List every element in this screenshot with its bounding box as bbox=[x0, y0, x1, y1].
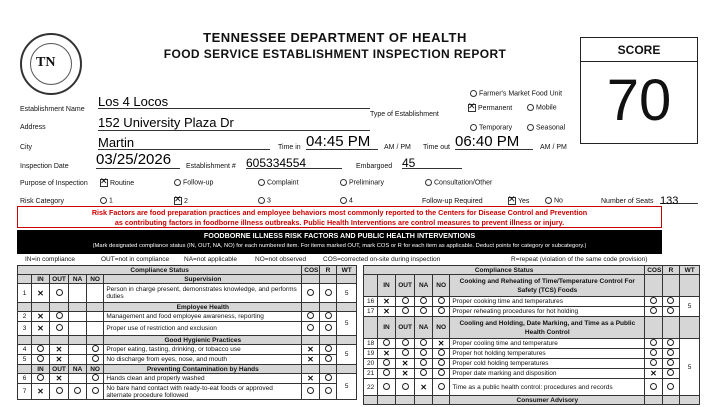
type-label: Type of Establishment bbox=[370, 111, 439, 118]
option-seasonal[interactable]: Seasonal bbox=[527, 124, 565, 131]
interventions-header: FOODBORNE ILLNESS RISK FACTORS AND PUBLIC HEALTH INTERVENTIONS (Mark designated compliance status (IN, OUT, NA, NO) for each numbered item. For items marked OUT, mark COS or R for each item as applicable. Deduct points for category or subcategory.) bbox=[17, 230, 662, 254]
inspection-date-field[interactable]: 03/25/2026 bbox=[96, 151, 180, 169]
table-row: 1 ✕ Person in charge present, demonstrates knowledge, and performs duties 5 bbox=[18, 284, 357, 303]
left-compliance-table: Compliance Status COS R WT IN OUT NA NO Supervision 1 ✕ Person in charge present, demonstrates knowledge, and performs duties 5 Employee Health 2 ✕ Management and food employee awareness, reporting 5 3 ✕ Proper use of restriction and exclusion Good Hygienic Practices 4 ✕ Proper eating, tasting, drinking, or tobacco use ✕ 5 5 ✕ No discharge from eyes, nose, and mouth ✕ IN OUT NA NO Preventing Contamination by Hands 6 ✕ Hands clean and properly washed ✕ 5 7 ✕ No bare hand contact with ready-to-eat foods or approved alternate procedure followed bbox=[17, 265, 357, 400]
followup-yes[interactable]: ✕ Yes bbox=[508, 197, 529, 205]
city-label: City bbox=[20, 144, 33, 151]
time-out-label: Time out bbox=[423, 144, 450, 151]
risk-factors-banner: Risk Factors are food preparation practices and employee behaviors most commonly reported to the Centers for Disease Control and Prevention as contributing factors in foodborne illness outbreaks. Public Health Interventions are control measures to prevent illness or injury. bbox=[17, 206, 662, 228]
establishment-name-label: Establishment Name bbox=[20, 106, 85, 113]
purpose-follow-up[interactable]: Follow-up bbox=[174, 179, 213, 186]
risk-option-1[interactable]: 1 bbox=[100, 197, 113, 204]
purpose-label: Purpose of Inspection bbox=[20, 180, 88, 187]
address-field[interactable]: 152 University Plaza Dr bbox=[98, 114, 370, 131]
option-farmers-market[interactable]: Farmer's Market Food Unit bbox=[470, 90, 562, 97]
table-row: 21 ✕ Proper date marking and disposition ✕ bbox=[364, 369, 700, 379]
table-row: 19 ✕ Proper hot holding temperatures bbox=[364, 349, 700, 359]
time-out-ampm: AM / PM bbox=[540, 144, 567, 151]
purpose-consultation[interactable]: Consultation/Other bbox=[425, 179, 492, 186]
right-compliance-table: Compliance Status COS R WT IN OUT NA NO Cooking and Reheating of Time/Temperature Control For Safety (TCS) Foods 16 ✕ Proper cooking time and temperatures 5 17 ✕ Proper reheating procedures for hot holding IN OUT NA NO Cooling and Holding, Date Marking, and Time as a Public Health Control 18 ✕ Proper cooling time and temperature 5 19 ✕ Proper hot holding temperatures 20 ✕ Proper cold holding temperatures 21 ✕ Proper date marking and disposition ✕ 22 ✕ Time as a public health control: procedures and records Consumer Advisory bbox=[363, 265, 700, 405]
table-row: 22 ✕ Time as a public health control: procedures and records bbox=[364, 379, 700, 396]
option-mobile[interactable]: Mobile bbox=[527, 104, 557, 111]
purpose-preliminary[interactable]: Preliminary bbox=[340, 179, 384, 186]
table-row: 3 ✕ Proper use of restriction and exclusion bbox=[18, 322, 357, 336]
risk-option-3[interactable]: 3 bbox=[258, 197, 271, 204]
purpose-routine[interactable]: ✕ Routine bbox=[100, 179, 134, 187]
option-temporary[interactable]: Temporary bbox=[470, 124, 512, 131]
city-field[interactable]: Martin bbox=[98, 134, 270, 150]
status-legend: IN=in compliance OUT=not in compliance NA=not applicable NO=not observed COS=corrected on-site during inspection R=repeat (violation of the same code provision) bbox=[25, 256, 648, 263]
table-row: 7 ✕ No bare hand contact with ready-to-eat foods or approved alternate procedure followed bbox=[18, 384, 357, 400]
followup-no[interactable]: No bbox=[545, 197, 563, 204]
table-row: 4 ✕ Proper eating, tasting, drinking, or tobacco use ✕ 5 bbox=[18, 345, 357, 355]
seats-label: Number of Seats bbox=[601, 198, 654, 205]
establishment-num-label: Establishment # bbox=[186, 163, 236, 170]
table-row: 5 ✕ No discharge from eyes, nose, and mouth ✕ bbox=[18, 355, 357, 365]
risk-category-label: Risk Category bbox=[20, 198, 64, 205]
table-row: 16 ✕ Proper cooking time and temperatures 5 bbox=[364, 297, 700, 307]
table-row: 6 ✕ Hands clean and properly washed ✕ 5 bbox=[18, 374, 357, 384]
establishment-num-field[interactable]: 605334554 bbox=[246, 154, 342, 169]
establishment-name-field[interactable]: Los 4 Locos bbox=[98, 93, 370, 109]
purpose-complaint[interactable]: Complaint bbox=[258, 179, 299, 186]
table-row: 17 ✕ Proper reheating procedures for hot holding bbox=[364, 307, 700, 317]
score-box bbox=[580, 37, 698, 144]
table-row: 18 ✕ Proper cooling time and temperature 5 bbox=[364, 339, 700, 349]
report-subtitle: FOOD SERVICE ESTABLISHMENT INSPECTION REPORT bbox=[163, 47, 507, 61]
time-in-field[interactable]: 04:45 PM bbox=[306, 133, 378, 150]
risk-option-4[interactable]: 4 bbox=[340, 197, 353, 204]
time-in-ampm: AM / PM bbox=[384, 144, 411, 151]
time-in-label: Time in bbox=[278, 144, 301, 151]
embargoed-label: Embargoed bbox=[356, 163, 393, 170]
followup-label: Follow-up Required bbox=[422, 198, 483, 205]
report-title: TENNESSEE DEPARTMENT OF HEALTH bbox=[203, 30, 467, 45]
option-permanent[interactable]: ✕Permanent bbox=[468, 104, 512, 112]
score-value: 70 bbox=[606, 68, 672, 133]
table-row: 20 ✕ Proper cold holding temperatures bbox=[364, 359, 700, 369]
score-label: SCORE bbox=[581, 38, 697, 62]
inspection-date-label: Inspection Date bbox=[20, 163, 69, 170]
state-seal: TN bbox=[20, 33, 82, 95]
risk-option-2[interactable]: ✕ 2 bbox=[174, 197, 188, 205]
table-row: 2 ✕ Management and food employee awareness, reporting 5 bbox=[18, 312, 357, 322]
seats-field[interactable]: 133 bbox=[660, 191, 698, 204]
address-label: Address bbox=[20, 124, 46, 131]
time-out-field[interactable]: 06:40 PM bbox=[455, 133, 533, 150]
embargoed-field[interactable]: 45 bbox=[402, 154, 462, 169]
